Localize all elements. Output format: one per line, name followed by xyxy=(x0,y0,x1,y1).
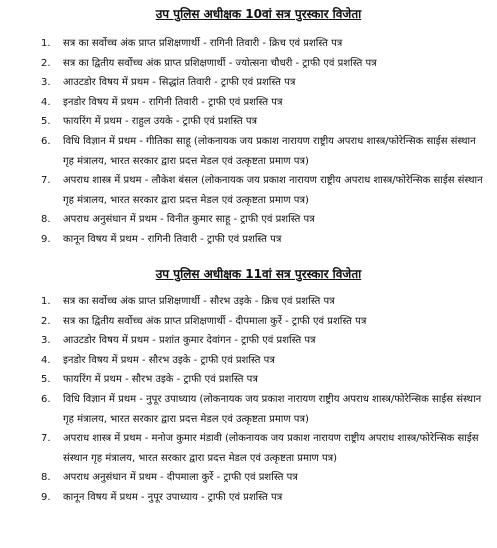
item-number: 9. xyxy=(41,491,51,503)
item-text: आउटडोर विषय में प्रथम - सिद्धांत तिवारी - ट्राफी एवं प्रशस्ति पत्र xyxy=(63,77,296,89)
item-text: आउटडोर विषय में प्रथम - प्रशांत कुमार देवांगन - ट्राफी एवं प्रशस्ति पत्र xyxy=(63,335,316,347)
item-number: 5. xyxy=(41,374,51,386)
list-item xyxy=(0,230,497,250)
item-text: अपराध अनुसंधान में प्रथम - दीपमाला कुर्रे - ट्राफी एवं प्रशस्ति पत्र xyxy=(63,472,298,484)
item-text: विधि विज्ञान में प्रथम - गीतिका साहू (लोकनायक जय प्रकाश नारायण राष्ट्रीय अपराध शास्त्र/फोरेन्सिक साईस संस्थान गृह मंत्रालय, भारत सरकार द्वारा प्रदत्त मेडल एवं उत्कृष्टता प्रमाण पत्र) xyxy=(63,135,476,167)
section-heading: उप पुलिस अधीक्षक 10वां सत्र पुरस्कार विजेता xyxy=(155,7,362,21)
item-text: अपराध शास्त्र में प्रथम - लौकेश बंसल (लोकनायक जय प्रकाश नारायण राष्ट्रीय अपराध शास्त्र/फोरेन्सिक साईस संस्थान गृह मंत्रालय, भारत सरकार द्वारा प्रदत्त मेडल एवं उत्कृष्टता प्रमाण पत्र) xyxy=(63,175,483,206)
list-item xyxy=(0,171,497,210)
item-text: सत्र का द्वितीय सर्वोच्च अंक प्राप्त प्रशिक्षणार्थी - दीपमाला कुर्रे - ट्राफी एवं प्रशस्ति पत्र xyxy=(63,315,367,327)
item-text: सत्र का सर्वोच्च अंक प्राप्त प्रशिक्षणार्थी - रागिनी तिवारी - क्रिच एवं प्रशस्ति पत्र xyxy=(63,38,343,49)
list-item xyxy=(0,112,497,132)
list-item xyxy=(0,429,497,468)
list-item xyxy=(0,488,497,508)
item-number: 3. xyxy=(41,77,51,89)
section-10th-batch xyxy=(0,6,497,250)
section-11th-batch xyxy=(0,266,497,508)
item-number: 2. xyxy=(41,315,51,327)
section-heading: उप पुलिस अधीक्षक 11वां सत्र पुरस्कार विजेता xyxy=(155,267,362,281)
list-item xyxy=(0,468,497,488)
item-number: 6. xyxy=(41,135,51,147)
list-item xyxy=(0,34,497,54)
award-list xyxy=(0,34,497,250)
list-item xyxy=(0,390,497,429)
item-text: सत्र का द्वितीय सर्वोच्च अंक प्राप्त प्रशिक्षणार्थी - ज्योत्सना चौधरी - ट्राफी एवं प्रशस्ति पत्र xyxy=(63,57,377,69)
list-item xyxy=(0,370,497,390)
award-list xyxy=(0,292,497,508)
item-text: इनडोर विषय में प्रथम - रागिनी तिवारी - ट्राफी एवं प्रशस्ति पत्र xyxy=(63,96,283,108)
item-number: 9. xyxy=(41,233,51,245)
item-text: सत्र का सर्वोच्च अंक प्राप्त प्रशिक्षणार्थी - सौरभ उइके - क्रिच एवं प्रशस्ति पत्र xyxy=(63,296,335,307)
list-item xyxy=(0,210,497,230)
item-number: 7. xyxy=(41,175,51,187)
list-item xyxy=(0,331,497,351)
item-number: 8. xyxy=(41,472,51,484)
item-number: 4. xyxy=(41,354,51,366)
item-text: कानून विषय में प्रथम - रागिनी तिवारी - ट्राफी एवं प्रशस्ति पत्र xyxy=(63,233,282,245)
list-item xyxy=(0,73,497,93)
list-item xyxy=(0,351,497,371)
item-text: विधि विज्ञान में प्रथम - नुपूर उपाध्याय (लोकनायक जय प्रकाश नारायण राष्ट्रीय अपराध शास्त्र/फोरेन्सिक साईस संस्थान गृह मंत्रालय, भारत सरकार द्वारा प्रदत्त मेडल एवं उत्कृष्टता प्रमाण पत्र) xyxy=(63,393,482,425)
item-number: 7. xyxy=(41,433,51,445)
item-text: फायरिंग में प्रथम - सौरभ उइके - ट्राफी एवं प्रशस्ति पत्र xyxy=(63,374,258,386)
item-number: 6. xyxy=(41,393,51,405)
item-text: अपराध शास्त्र में प्रथम - मनोज कुमार मंडावी (लोकनायक जय प्रकाश नारायण राष्ट्रीय अपराध शास्त्र/फोरेन्सिक साईस संस्थान गृह मंत्रालय, भारत सरकार द्वारा प्रदत्त मेडल एवं उत्कृष्टता प्रमाण पत्र) xyxy=(63,433,479,464)
item-text: फायरिंग में प्रथम - राहुल उयके - ट्राफी एवं प्रशस्ति पत्र xyxy=(63,116,258,128)
item-number: 3. xyxy=(41,335,51,347)
list-item xyxy=(0,93,497,113)
item-text: अपराध अनुसंधान में प्रथम - विनीत कुमार साहू - ट्राफी एवं प्रशस्ति पत्र xyxy=(63,214,315,226)
item-number: 2. xyxy=(41,57,51,69)
item-number: 8. xyxy=(41,214,51,226)
item-number: 5. xyxy=(41,116,51,128)
list-item xyxy=(0,312,497,332)
item-text: इनडोर विषय में प्रथम - सौरभ उइके - ट्राफी एवं प्रशस्ति पत्र xyxy=(63,354,275,366)
item-number: 4. xyxy=(41,96,51,108)
item-number: 1. xyxy=(41,38,51,49)
list-item xyxy=(0,292,497,312)
list-item xyxy=(0,54,497,74)
item-text: कानून विषय में प्रथम - नुपूर उपाध्याय - ट्राफी एवं प्रशस्ति पत्र xyxy=(63,491,283,503)
list-item xyxy=(0,132,497,171)
item-number: 1. xyxy=(41,296,51,307)
